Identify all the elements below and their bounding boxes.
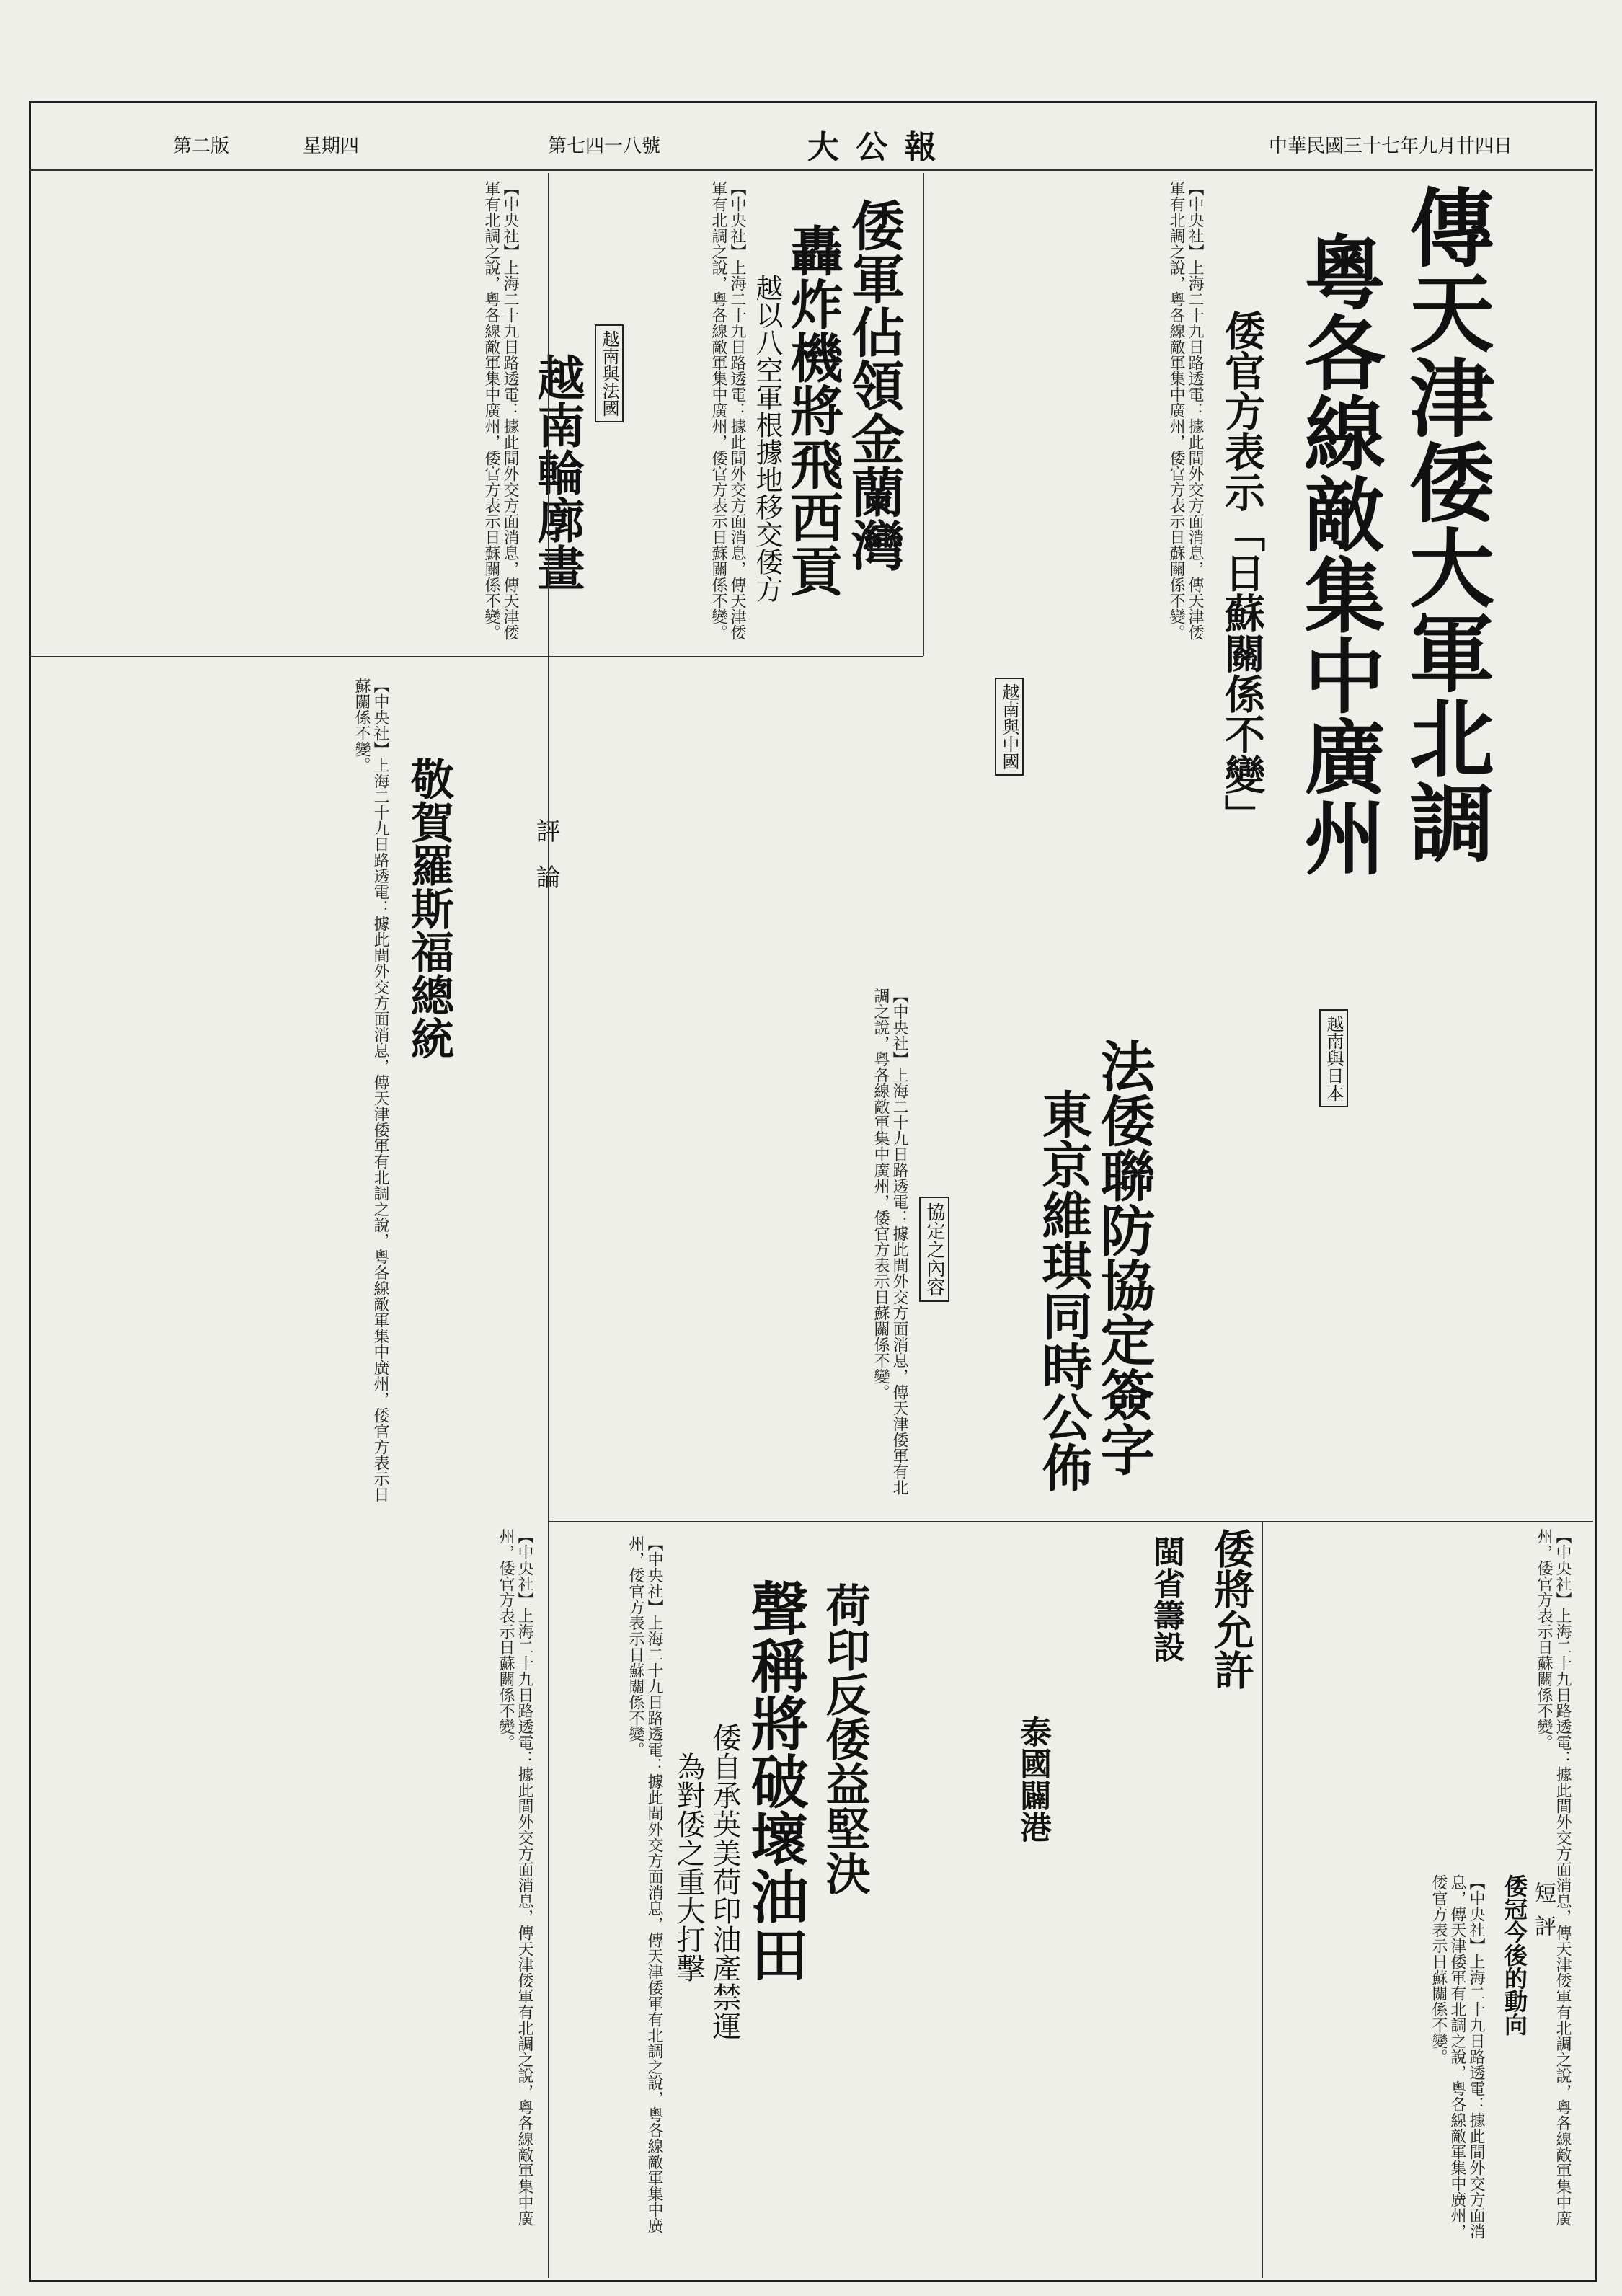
story2-headline-1: 倭軍佔領金蘭灣 bbox=[843, 198, 905, 572]
column-rule-1 bbox=[548, 173, 549, 2278]
column-rule-2 bbox=[923, 173, 924, 656]
short-body: 【中央社】上海二十九日路透電：據此間外交方面消息，傳天津倭軍有北調之說，粵各線敵軍集中廣州，倭官方表示日蘇關係不變。 bbox=[1430, 1874, 1485, 2239]
story2-subhead: 越以八空軍根據地移交倭方 bbox=[751, 274, 783, 603]
story3-section-china: 越南與中國 bbox=[995, 678, 1024, 776]
editorial-label: 評論 bbox=[531, 818, 560, 910]
story6-body: 【中央社】上海二十九日路透電：據此間外交方面消息，傳天津倭軍有北調之說，粵各線敵軍集中廣州，倭官方表示日蘇關係不變。 bbox=[626, 1535, 663, 2233]
story4-headline-1: 法倭聯防協定簽字 bbox=[1091, 1038, 1156, 1476]
masthead-date: 中華民國三十七年九月廿四日 bbox=[1269, 136, 1513, 157]
masthead-paper-name: 大 公 報 bbox=[807, 129, 939, 166]
story5-headline: 倭將允許 bbox=[1207, 1528, 1255, 1690]
story5-body: 【中央社】上海二十九日路透電：據此間外交方面消息，傳天津倭軍有北調之說，粵各線敵軍集中廣州，倭官方表示日蘇關係不變。 bbox=[1535, 1528, 1572, 2226]
editorial-body-continued: 【中央社】上海二十九日路透電：據此間外交方面消息，傳天津倭軍有北調之說，粵各線敵軍集中廣州，倭官方表示日蘇關係不變。 bbox=[497, 1528, 533, 2226]
story3-headline: 越南輪廓畫 bbox=[529, 353, 585, 591]
lead-body: 【中央社】上海二十九日路透電：據此間外交方面消息，傳天津倭軍有北調之說，粵各線敵軍集中廣州，倭官方表示日蘇關係不變。 bbox=[1167, 180, 1204, 640]
short-label: 短評 bbox=[1530, 1881, 1556, 1948]
story2-headline-2: 轟炸機將飛西貢 bbox=[781, 223, 843, 597]
story3-section-france: 越南與法國 bbox=[595, 324, 624, 422]
editorial-headline: 敬賀羅斯福總統 bbox=[404, 757, 454, 1060]
section-rule-1 bbox=[29, 656, 923, 657]
short-headline: 倭冠今後的動向 bbox=[1501, 1874, 1528, 2036]
masthead-rule bbox=[29, 169, 1593, 171]
lead-headline-2: 粵各線敵集中廣州 bbox=[1291, 231, 1386, 877]
story6-sub1: 倭自承英美荷印油產禁運 bbox=[708, 1723, 741, 2040]
story4-section: 協定之內容 bbox=[919, 1197, 949, 1302]
story3-body: 【中央社】上海二十九日路透電：據此間外交方面消息，傳天津倭軍有北調之說，粵各線敵軍集中廣州，倭官方表示日蘇關係不變。 bbox=[482, 180, 519, 640]
editorial-body: 【中央社】上海二十九日路透電：據此間外交方面消息，傳天津倭軍有北調之說，粵各線敵軍集中廣州，倭官方表示日蘇關係不變。 bbox=[353, 678, 389, 1502]
masthead-page: 第二版 bbox=[173, 136, 230, 157]
lead-headline-1: 傳天津倭大軍北調 bbox=[1395, 184, 1495, 864]
story5-sub1: 閩省籌設 bbox=[1148, 1535, 1184, 1662]
story6-headline-2: 聲稱將破壞油田 bbox=[741, 1579, 809, 1982]
story6-sub2: 為對倭之重大打擊 bbox=[672, 1752, 705, 1982]
masthead-issue: 第七四一八號 bbox=[548, 136, 661, 157]
story2-body: 【中央社】上海二十九日路透電：據此間外交方面消息，傳天津倭軍有北調之說，粵各線敵軍集中廣州，倭官方表示日蘇關係不變。 bbox=[709, 180, 746, 640]
story6-headline-1: 荷印反倭益堅決 bbox=[818, 1582, 871, 1895]
section-rule-2 bbox=[548, 1521, 1593, 1522]
story5-sub2: 泰國闢港 bbox=[1014, 1716, 1051, 1843]
story3-section-japan: 越南與日本 bbox=[1319, 1009, 1348, 1107]
masthead-weekday: 星期四 bbox=[303, 136, 360, 157]
story4-headline-2: 東京維琪同時公佈 bbox=[1034, 1089, 1094, 1492]
story4-body: 【中央社】上海二十九日路透電：據此間外交方面消息，傳天津倭軍有北調之說，粵各線敵軍集中廣州，倭官方表示日蘇關係不變。 bbox=[872, 988, 908, 1495]
column-rule-3 bbox=[1262, 1521, 1263, 2278]
lead-subhead: 倭官方表示「日蘇關係不變」 bbox=[1218, 310, 1266, 835]
masthead bbox=[29, 108, 1593, 166]
